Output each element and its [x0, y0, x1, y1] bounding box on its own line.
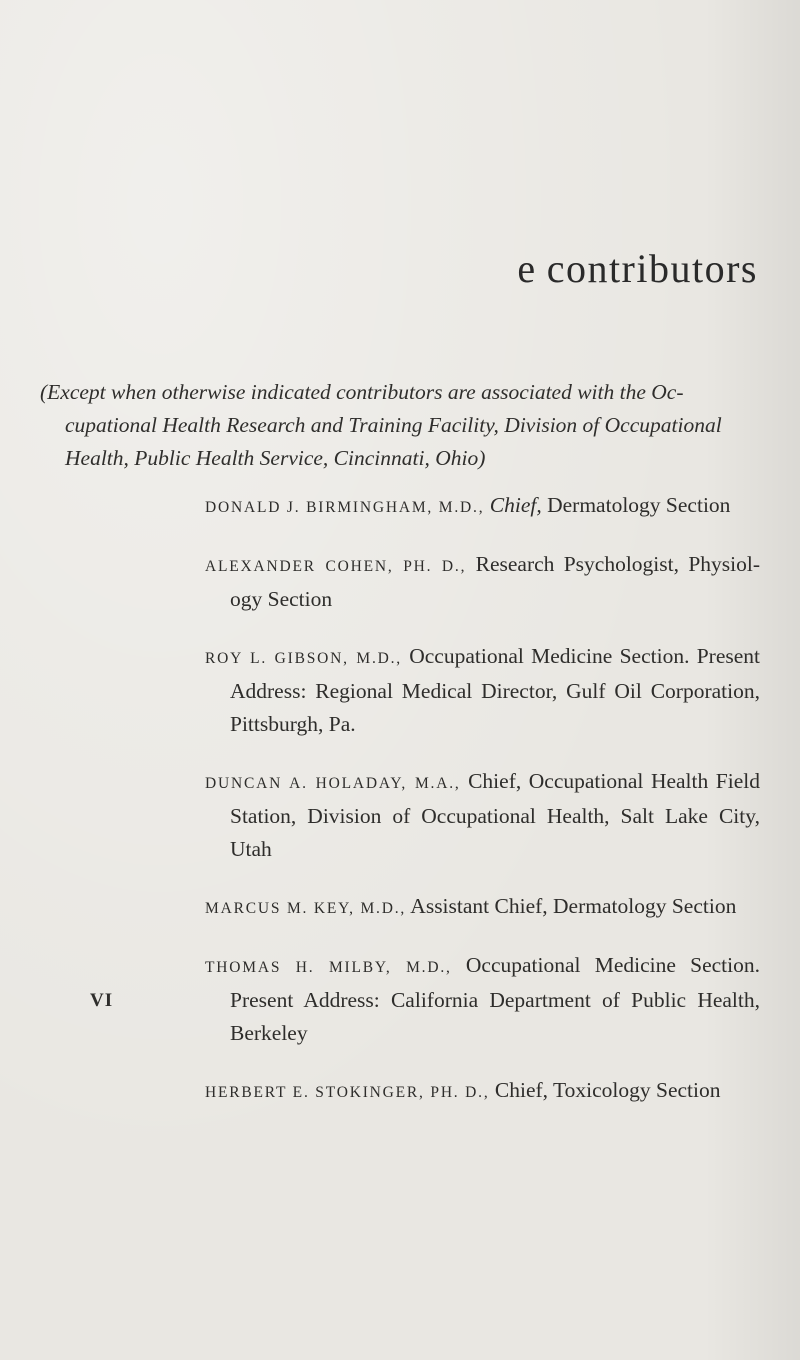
page-heading: [517, 245, 758, 292]
contributor-detail: Occupational Medicine Section. Present Address: California Department of Public Health, Berkeley: [230, 953, 761, 1045]
contributor-entry-cohen: [205, 548, 760, 616]
heading-lead-letter: e: [517, 246, 537, 291]
contributor-detail: Assistant Chief, Dermatology Section: [410, 894, 737, 918]
contributor-detail: Chief, Toxicology Section: [494, 1078, 721, 1102]
contributor-list: [205, 489, 760, 1133]
contributor-entry-birmingham: [205, 489, 760, 524]
contributor-name: HERBERT E. STOKINGER, PH. D.,: [205, 1084, 490, 1101]
intro-note: [40, 376, 770, 475]
contributor-detail: Dermatology Section: [547, 493, 731, 517]
intro-line-1: (Except when otherwise indicated contributors are associated with the Oc-: [40, 380, 684, 404]
contributor-detail: Chief, Occupational Health Field Station, Division of Occupational Health, Salt Lake City, Utah: [230, 769, 760, 861]
page-folio: VI: [90, 990, 114, 1011]
contributor-name: DUNCAN A. HOLADAY, M.A.,: [205, 775, 461, 792]
contributor-name: DONALD J. BIRMINGHAM, M.D.,: [205, 499, 485, 516]
heading-title: contributors: [546, 246, 758, 291]
contributor-name: ROY L. GIBSON, M.D.,: [205, 650, 402, 667]
contributor-entry-stokinger: [205, 1074, 760, 1109]
intro-line-2: cupational Health Research and Training Facility, Division of Occupational: [65, 413, 722, 437]
contributor-detail: Research Psychologist, Physiology Section: [230, 552, 761, 611]
contributor-entry-key: [205, 890, 760, 925]
intro-line-3: Health, Public Health Service, Cincinnati, Ohio): [65, 446, 486, 470]
contributor-entry-holaday: [205, 765, 760, 866]
contributor-name: THOMAS H. MILBY, M.D.,: [205, 959, 452, 976]
contributor-name: MARCUS M. KEY, M.D.,: [205, 900, 407, 917]
contributor-role-italic: Chief,: [489, 493, 542, 517]
contributor-entry-gibson: [205, 640, 760, 741]
contributor-entry-milby: [205, 949, 760, 1050]
contributor-name: ALEXANDER COHEN, PH. D.,: [205, 558, 467, 575]
contributor-detail: Occupational Medicine Section. Present Address: Regional Medical Director, Gulf Oil Corporation, Pittsburgh, Pa.: [230, 644, 760, 736]
